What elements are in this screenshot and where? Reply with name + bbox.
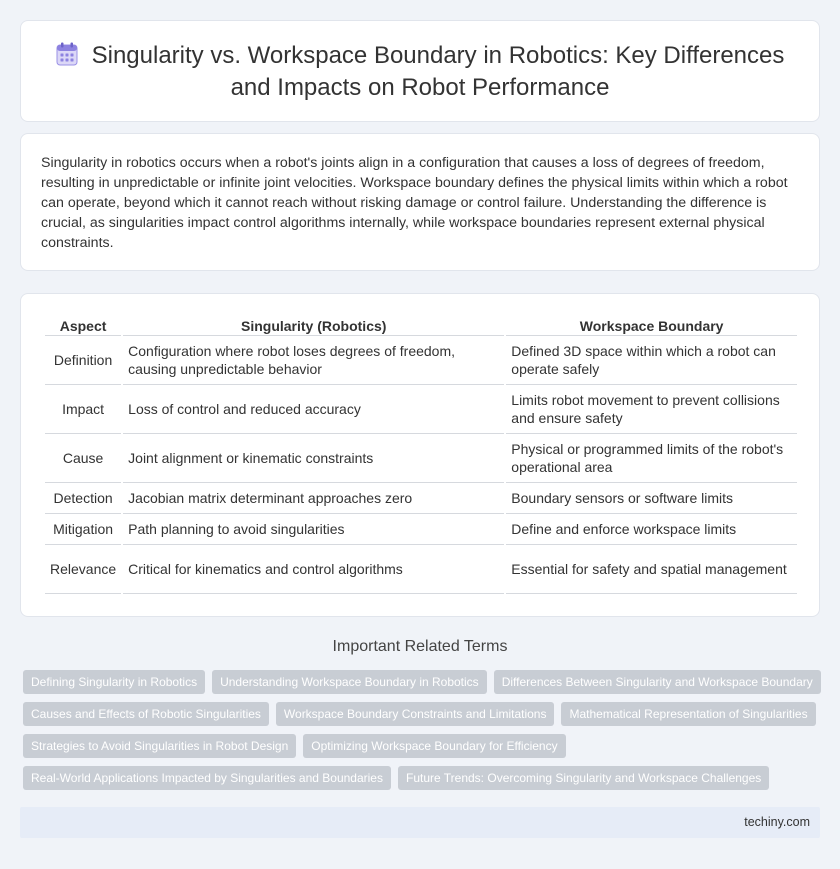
related-term-tag[interactable]: Differences Between Singularity and Workspace Boundary xyxy=(494,670,821,694)
row-singularity: Loss of control and reduced accuracy xyxy=(123,385,504,434)
intro-card xyxy=(20,133,820,271)
table-row xyxy=(45,434,797,483)
table-row xyxy=(45,545,797,594)
related-term-tag[interactable]: Causes and Effects of Robotic Singularities xyxy=(23,702,269,726)
row-workspace: Boundary sensors or software limits xyxy=(506,483,797,514)
column-header-workspace: Workspace Boundary xyxy=(506,316,797,336)
row-workspace: Limits robot movement to prevent collisions and ensure safety xyxy=(506,385,797,434)
column-header-aspect: Aspect xyxy=(45,316,121,336)
related-term-tag[interactable]: Understanding Workspace Boundary in Robotics xyxy=(212,670,487,694)
calendar-icon xyxy=(56,42,78,73)
related-terms-heading: Important Related Terms xyxy=(332,638,508,655)
row-singularity: Jacobian matrix determinant approaches zero xyxy=(123,483,504,514)
comparison-table xyxy=(43,316,799,594)
related-term-tag[interactable]: Workspace Boundary Constraints and Limitations xyxy=(276,702,555,726)
row-workspace: Essential for safety and spatial management xyxy=(506,545,797,594)
related-term-tag[interactable]: Strategies to Avoid Singularities in Robot Design xyxy=(23,734,296,758)
page-title xyxy=(51,41,789,102)
related-terms-list xyxy=(23,670,823,798)
table-row xyxy=(45,385,797,434)
related-term-tag[interactable]: Future Trends: Overcoming Singularity and Workspace Challenges xyxy=(398,766,769,790)
row-workspace: Defined 3D space within which a robot can operate safely xyxy=(506,336,797,385)
row-singularity: Critical for kinematics and control algorithms xyxy=(123,545,504,594)
row-aspect: Relevance xyxy=(45,545,121,594)
row-singularity: Joint alignment or kinematic constraints xyxy=(123,434,504,483)
table-row xyxy=(45,514,797,545)
comparison-card xyxy=(20,293,820,617)
table-row xyxy=(45,483,797,514)
footer-site-link[interactable]: techiny.com xyxy=(744,815,810,829)
page-title-text: Singularity vs. Workspace Boundary in Robotics: Key Differences and Impacts on Robot Performance xyxy=(91,41,785,101)
column-header-singularity: Singularity (Robotics) xyxy=(123,316,504,336)
intro-paragraph: Singularity in robotics occurs when a robot's joints align in a configuration that causes a loss of degrees of freedom, resulting in unpredictable or infinite joint velocities. Workspace boundary defines the physical limits within which a robot can operate, beyond which it cannot reach without risking damage or control failure. Understanding the difference is crucial, as singularities impact control algorithms internally, while workspace boundaries represent external physical constraints. xyxy=(41,155,788,251)
footer xyxy=(20,807,820,838)
row-singularity: Configuration where robot loses degrees of freedom, causing unpredictable behavior xyxy=(123,336,504,385)
row-singularity: Path planning to avoid singularities xyxy=(123,514,504,545)
row-aspect: Definition xyxy=(45,336,121,385)
related-term-tag[interactable]: Real-World Applications Impacted by Singularities and Boundaries xyxy=(23,766,391,790)
row-aspect: Detection xyxy=(45,483,121,514)
table-header-row xyxy=(45,316,797,336)
related-term-tag[interactable]: Defining Singularity in Robotics xyxy=(23,670,205,694)
row-aspect: Cause xyxy=(45,434,121,483)
related-term-tag[interactable]: Mathematical Representation of Singularities xyxy=(561,702,815,726)
row-aspect: Mitigation xyxy=(45,514,121,545)
table-row xyxy=(45,336,797,385)
row-workspace: Physical or programmed limits of the robot's operational area xyxy=(506,434,797,483)
row-workspace: Define and enforce workspace limits xyxy=(506,514,797,545)
title-card xyxy=(20,20,820,122)
row-aspect: Impact xyxy=(45,385,121,434)
related-term-tag[interactable]: Optimizing Workspace Boundary for Efficiency xyxy=(303,734,565,758)
